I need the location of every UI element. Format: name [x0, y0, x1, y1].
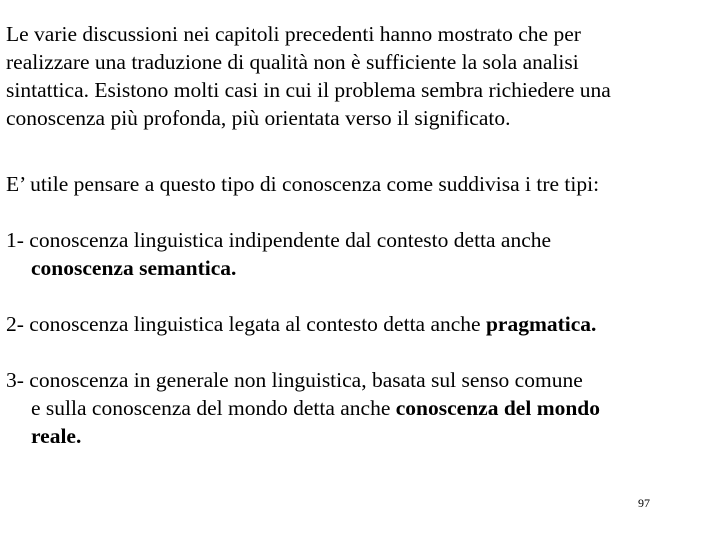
types-intro-paragraph — [6, 170, 706, 198]
list-item-1-text: 1- conoscenza linguistica indipendente dal contesto detta anche — [6, 228, 552, 252]
list-item-3-text: 3- conoscenza in generale non linguistica, basata sul senso comune — [6, 368, 583, 392]
list-item-2-bold-term: pragmatica. — [485, 312, 597, 336]
list-item-1-continuation — [6, 254, 706, 282]
intro-line: conoscenza più profonda, più orientata verso il significato. — [6, 106, 511, 130]
list-item-2-line — [6, 310, 706, 338]
intro-line: Le varie discussioni nei capitoli precedenti hanno mostrato che per — [6, 22, 581, 46]
list-item-3 — [6, 366, 706, 450]
list-item-3-bold-term: conoscenza del mondo — [395, 396, 601, 420]
list-item-3-continuation-2 — [6, 422, 706, 450]
intro-paragraph — [6, 20, 706, 132]
page-number: 97 — [638, 496, 650, 510]
list-item-3-continuation — [6, 394, 706, 422]
intro-line: realizzare una traduzione di qualità non è sufficiente la sola analisi — [6, 50, 579, 74]
list-item-3-bold-term-2: reale. — [31, 424, 82, 448]
list-item-3-text-2: e sulla conoscenza del mondo detta anche — [31, 396, 396, 420]
list-item-1 — [6, 226, 706, 282]
list-item-1-bold-term: conoscenza semantica. — [31, 256, 237, 280]
intro-line: sintattica. Esistono molti casi in cui il problema sembra richiedere una — [6, 78, 611, 102]
list-item-2 — [6, 310, 706, 338]
types-intro-text: E’ utile pensare a questo tipo di conoscenza come suddivisa i tre tipi: — [6, 172, 600, 196]
list-item-2-text: 2- conoscenza linguistica legata al contesto detta anche — [6, 312, 486, 336]
